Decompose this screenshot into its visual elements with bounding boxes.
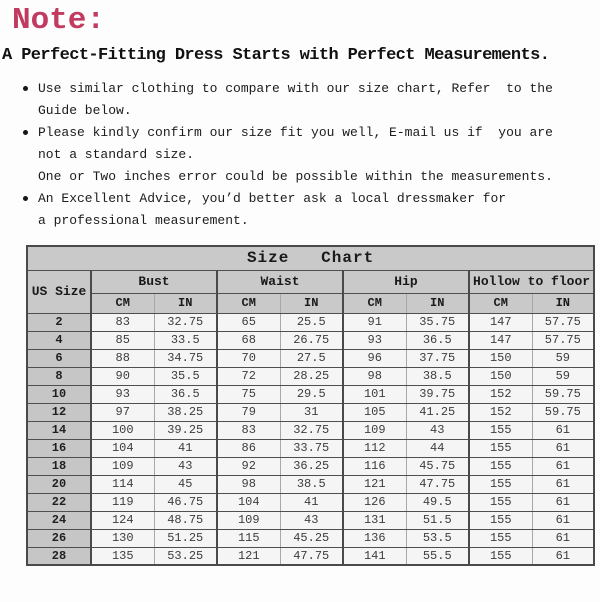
measurement-cell: 61 xyxy=(532,511,594,529)
measurement-cell: 32.75 xyxy=(280,421,343,439)
measurement-cell: 48.75 xyxy=(154,511,217,529)
measurement-cell: 116 xyxy=(343,457,406,475)
measurement-cell: 68 xyxy=(217,331,280,349)
measurement-cell: 43 xyxy=(280,511,343,529)
measurement-cell: 109 xyxy=(343,421,406,439)
measurement-cell: 88 xyxy=(91,349,154,367)
measurement-cell: 121 xyxy=(217,547,280,565)
measurement-cell: 152 xyxy=(469,385,532,403)
measurement-cell: 147 xyxy=(469,313,532,331)
measurement-cell: 43 xyxy=(406,421,469,439)
hollow-to-floor-header: Hollow to floor xyxy=(469,270,594,293)
measurement-cell: 152 xyxy=(469,403,532,421)
bullet-icon xyxy=(23,130,28,135)
measurement-cell: 155 xyxy=(469,547,532,565)
measurement-cell: 53.25 xyxy=(154,547,217,565)
measurement-cell: 34.75 xyxy=(154,349,217,367)
measurement-cell: 61 xyxy=(532,439,594,457)
measurement-cell: 61 xyxy=(532,493,594,511)
measurement-cell: 36.25 xyxy=(280,457,343,475)
measurement-cell: 28.25 xyxy=(280,367,343,385)
us-size-cell: 2 xyxy=(27,313,91,331)
measurement-cell: 31 xyxy=(280,403,343,421)
measurement-cell: 109 xyxy=(91,457,154,475)
us-size-cell: 28 xyxy=(27,547,91,565)
measurement-cell: 155 xyxy=(469,439,532,457)
measurement-cell: 85 xyxy=(91,331,154,349)
bust-header: Bust xyxy=(91,270,217,293)
table-row xyxy=(27,475,594,493)
table-row xyxy=(27,331,594,349)
note-heading: Note: xyxy=(12,3,106,38)
bullet-icon xyxy=(23,196,28,201)
us-size-cell: 6 xyxy=(27,349,91,367)
us-size-cell: 26 xyxy=(27,529,91,547)
measurement-cell: 57.75 xyxy=(532,331,594,349)
hip-in-header: IN xyxy=(406,293,469,313)
measurement-cell: 98 xyxy=(343,367,406,385)
measurement-cell: 155 xyxy=(469,475,532,493)
bust-cm-header: CM xyxy=(91,293,154,313)
table-row xyxy=(27,547,594,565)
size-guide-page xyxy=(0,2,600,602)
measurement-cell: 86 xyxy=(217,439,280,457)
note-line: An Excellent Advice, you’d better ask a local dressmaker for xyxy=(38,191,507,206)
measurement-cell: 55.5 xyxy=(406,547,469,565)
measurement-cell: 51.25 xyxy=(154,529,217,547)
measurement-cell: 121 xyxy=(343,475,406,493)
table-row xyxy=(27,367,594,385)
measurement-cell: 61 xyxy=(532,457,594,475)
measurement-cell: 150 xyxy=(469,367,532,385)
measurement-cell: 51.5 xyxy=(406,511,469,529)
measurement-cell: 91 xyxy=(343,313,406,331)
measurement-cell: 29.5 xyxy=(280,385,343,403)
measurement-cell: 104 xyxy=(91,439,154,457)
note-line: Use similar clothing to compare with our size chart, Refer to the xyxy=(38,81,553,96)
measurement-cell: 155 xyxy=(469,493,532,511)
table-row xyxy=(27,403,594,421)
us-size-cell: 12 xyxy=(27,403,91,421)
measurement-cell: 44 xyxy=(406,439,469,457)
measurement-cell: 38.5 xyxy=(280,475,343,493)
us-size-cell: 20 xyxy=(27,475,91,493)
waist-cm-header: CM xyxy=(217,293,280,313)
measurement-cell: 96 xyxy=(343,349,406,367)
measurement-cell: 41.25 xyxy=(406,403,469,421)
measurement-cell: 124 xyxy=(91,511,154,529)
table-row xyxy=(27,349,594,367)
us-size-cell: 4 xyxy=(27,331,91,349)
measurement-cell: 130 xyxy=(91,529,154,547)
measurement-cell: 45.75 xyxy=(406,457,469,475)
measurement-cell: 147 xyxy=(469,331,532,349)
table-row xyxy=(27,439,594,457)
measurement-cell: 97 xyxy=(91,403,154,421)
hip-cm-header: CM xyxy=(343,293,406,313)
measurement-cell: 79 xyxy=(217,403,280,421)
measurement-cell: 90 xyxy=(91,367,154,385)
measurement-cell: 155 xyxy=(469,511,532,529)
measurement-cell: 46.75 xyxy=(154,493,217,511)
us-size-cell: 18 xyxy=(27,457,91,475)
measurement-cell: 59 xyxy=(532,367,594,385)
measurement-cell: 109 xyxy=(217,511,280,529)
bust-in-header: IN xyxy=(154,293,217,313)
measurement-cell: 49.5 xyxy=(406,493,469,511)
us-size-cell: 8 xyxy=(27,367,91,385)
table-row xyxy=(27,421,594,439)
measurement-cell: 36.5 xyxy=(406,331,469,349)
measurement-cell: 38.5 xyxy=(406,367,469,385)
measurement-cell: 100 xyxy=(91,421,154,439)
measurement-cell: 53.5 xyxy=(406,529,469,547)
waist-header: Waist xyxy=(217,270,343,293)
waist-in-header: IN xyxy=(280,293,343,313)
measurement-cell: 59 xyxy=(532,349,594,367)
measurement-cell: 37.75 xyxy=(406,349,469,367)
hollow-in-header: IN xyxy=(532,293,594,313)
measurement-cell: 70 xyxy=(217,349,280,367)
measurement-cell: 43 xyxy=(154,457,217,475)
note-line: a professional measurement. xyxy=(38,213,249,228)
measurement-cell: 61 xyxy=(532,547,594,565)
measurement-cell: 114 xyxy=(91,475,154,493)
measurement-cell: 35.75 xyxy=(406,313,469,331)
measurement-cell: 45.25 xyxy=(280,529,343,547)
hollow-cm-header: CM xyxy=(469,293,532,313)
table-row xyxy=(27,385,594,403)
list-item xyxy=(0,78,600,122)
measurement-cell: 101 xyxy=(343,385,406,403)
measurement-cell: 150 xyxy=(469,349,532,367)
measurement-cell: 25.5 xyxy=(280,313,343,331)
measurement-cell: 98 xyxy=(217,475,280,493)
measurement-cell: 39.75 xyxy=(406,385,469,403)
measurement-cell: 93 xyxy=(343,331,406,349)
measurement-cell: 75 xyxy=(217,385,280,403)
list-item xyxy=(0,122,600,188)
measurement-cell: 33.5 xyxy=(154,331,217,349)
measurement-cell: 83 xyxy=(91,313,154,331)
measurement-cell: 92 xyxy=(217,457,280,475)
measurement-cell: 65 xyxy=(217,313,280,331)
measurement-cell: 93 xyxy=(91,385,154,403)
us-size-cell: 16 xyxy=(27,439,91,457)
measurement-cell: 47.75 xyxy=(280,547,343,565)
us-size-header: US Size xyxy=(27,270,91,313)
measurement-cell: 47.75 xyxy=(406,475,469,493)
measurement-cell: 83 xyxy=(217,421,280,439)
measurement-cell: 72 xyxy=(217,367,280,385)
measurement-cell: 27.5 xyxy=(280,349,343,367)
measurement-cell: 36.5 xyxy=(154,385,217,403)
measurement-cell: 35.5 xyxy=(154,367,217,385)
table-row xyxy=(27,493,594,511)
measurement-cell: 112 xyxy=(343,439,406,457)
measurement-cell: 136 xyxy=(343,529,406,547)
table-row xyxy=(27,511,594,529)
measurement-cell: 115 xyxy=(217,529,280,547)
measurement-cell: 104 xyxy=(217,493,280,511)
us-size-cell: 14 xyxy=(27,421,91,439)
table-row xyxy=(27,313,594,331)
hip-header: Hip xyxy=(343,270,469,293)
measurement-cell: 45 xyxy=(154,475,217,493)
measurement-cell: 126 xyxy=(343,493,406,511)
measurement-cell: 141 xyxy=(343,547,406,565)
us-size-cell: 10 xyxy=(27,385,91,403)
measurement-cell: 61 xyxy=(532,475,594,493)
list-item xyxy=(0,188,600,232)
note-line: Please kindly confirm our size fit you well, E-mail us if you are xyxy=(38,125,553,140)
measurement-cell: 38.25 xyxy=(154,403,217,421)
measurement-cell: 33.75 xyxy=(280,439,343,457)
us-size-cell: 24 xyxy=(27,511,91,529)
note-line: Guide below. xyxy=(38,103,132,118)
measurement-cell: 155 xyxy=(469,529,532,547)
measurement-cell: 41 xyxy=(280,493,343,511)
size-table-body xyxy=(27,313,594,565)
measurement-cell: 131 xyxy=(343,511,406,529)
notes-list xyxy=(0,78,600,232)
measurement-cell: 32.75 xyxy=(154,313,217,331)
measurement-cell: 135 xyxy=(91,547,154,565)
measurement-cell: 41 xyxy=(154,439,217,457)
measurement-cell: 105 xyxy=(343,403,406,421)
bullet-icon xyxy=(23,86,28,91)
note-line: One or Two inches error could be possible within the measurements. xyxy=(38,169,553,184)
table-row xyxy=(27,457,594,475)
table-title: Size Chart xyxy=(27,246,594,270)
us-size-cell: 22 xyxy=(27,493,91,511)
measurement-cell: 119 xyxy=(91,493,154,511)
measurement-cell: 155 xyxy=(469,421,532,439)
measurement-cell: 61 xyxy=(532,529,594,547)
note-line: not a standard size. xyxy=(38,147,195,162)
main-heading: A Perfect-Fitting Dress Starts with Perfect Measurements. xyxy=(2,46,550,65)
measurement-cell: 59.75 xyxy=(532,385,594,403)
measurement-cell: 59.75 xyxy=(532,403,594,421)
measurement-cell: 61 xyxy=(532,421,594,439)
measurement-cell: 57.75 xyxy=(532,313,594,331)
measurement-cell: 26.75 xyxy=(280,331,343,349)
size-chart-table xyxy=(26,245,595,566)
measurement-cell: 39.25 xyxy=(154,421,217,439)
table-row xyxy=(27,529,594,547)
measurement-cell: 155 xyxy=(469,457,532,475)
